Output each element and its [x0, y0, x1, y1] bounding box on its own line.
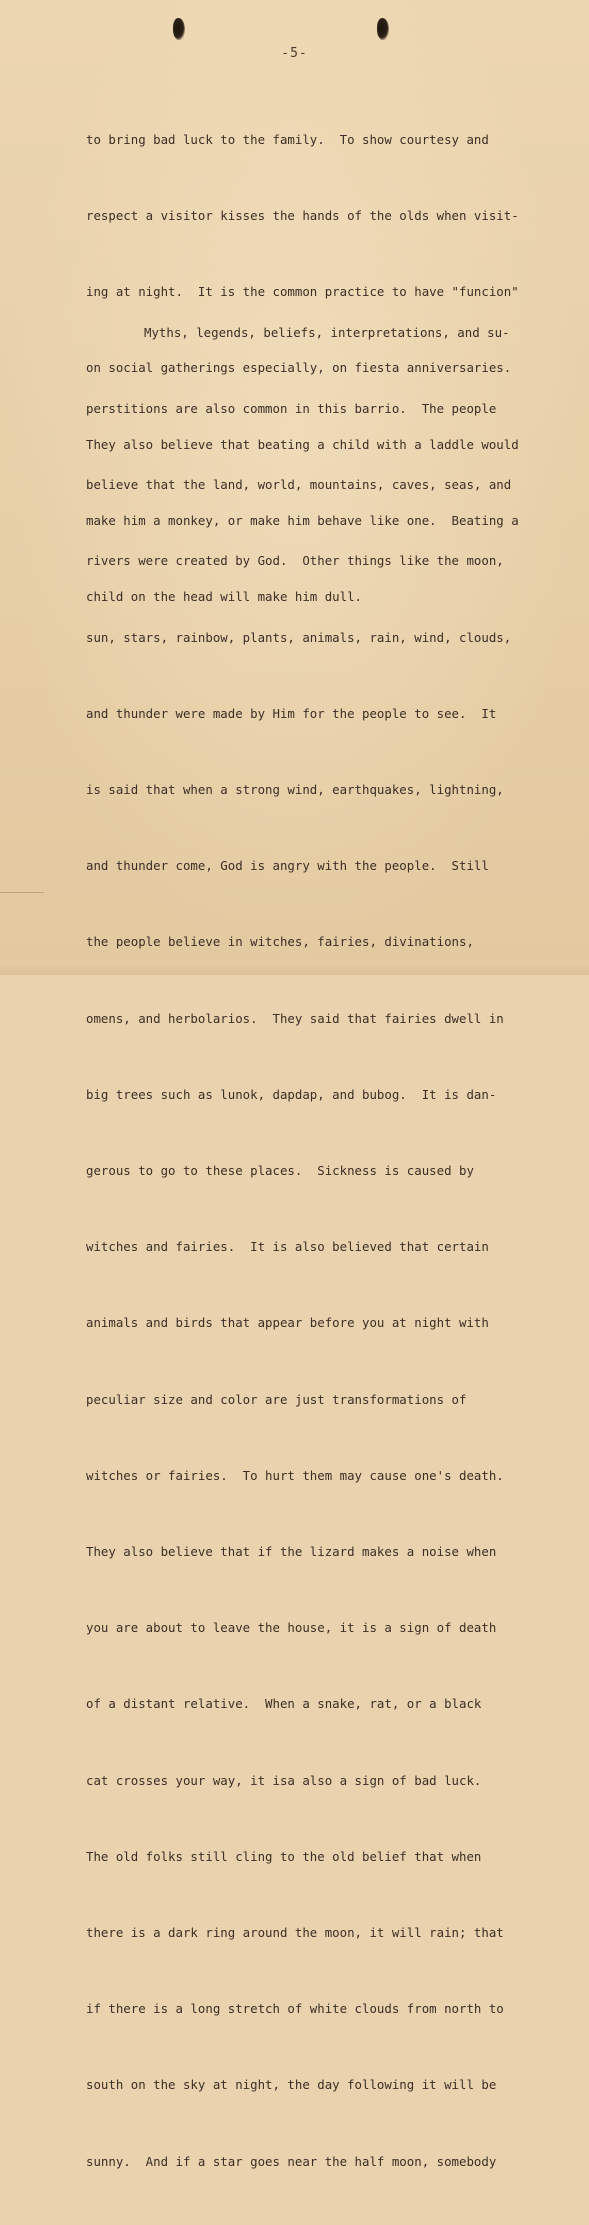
text-line: sunny. And if a star goes near the half moon, somebody: [86, 2153, 497, 2169]
text-line: to bring bad luck to the family. To show courtesy and: [86, 131, 489, 147]
text-line: child on the head will make him dull.: [86, 589, 363, 605]
punch-hole-right: [377, 18, 389, 40]
text-line: animals and birds that appear before you at night with: [86, 1315, 489, 1331]
text-line: omens, and herbolarios. They said that fairies dwell in: [86, 1010, 504, 1026]
text-line: witches or fairies. To hurt them may cause one's death.: [86, 1467, 504, 1483]
page-number: -5-: [281, 46, 308, 61]
text-line: believe that the land, world, mountains, caves, seas, and: [86, 477, 512, 493]
text-line: respect a visitor kisses the hands of the olds when visit-: [86, 208, 519, 224]
text-line: gerous to go to these places. Sickness is caused by: [86, 1163, 474, 1179]
text-line: They also believe that if the lizard makes a noise when: [86, 1544, 497, 1560]
punch-hole-left: [173, 18, 185, 40]
page-bottom-edge: [0, 962, 589, 975]
text-line: you are about to leave the house, it is a sign of death: [86, 1620, 497, 1636]
text-line: The old folks still cling to the old belief that when: [86, 1848, 482, 1864]
text-line: big trees such as lunok, dapdap, and bubog. It is dan-: [86, 1086, 497, 1102]
text-line: if there is a long stretch of white clouds from north to: [86, 2001, 504, 2017]
text-line: and thunder come, God is angry with the people. Still: [86, 858, 489, 874]
text-line: sun, stars, rainbow, plants, animals, rain, wind, clouds,: [86, 629, 512, 645]
text-line: ing at night. It is the common practice to have "funcion": [86, 284, 519, 300]
text-line: witches and fairies. It is also believed that certain: [86, 1239, 489, 1255]
text-line: on social gatherings especially, on fiesta anniversaries.: [86, 360, 512, 376]
text-line: is said that when a strong wind, earthquakes, lightning,: [86, 782, 504, 798]
margin-mark: [0, 892, 44, 893]
text-line: They also believe that beating a child with a laddle would: [86, 436, 519, 452]
text-line: perstitions are also common in this barrio. The people: [86, 401, 497, 417]
text-line: and thunder were made by Him for the people to see. It: [86, 705, 497, 721]
text-line: the people believe in witches, fairies, divinations,: [86, 934, 474, 950]
text-line: Myths, legends, beliefs, interpretations, and su-: [144, 324, 510, 340]
text-line: peculiar size and color are just transformations of: [86, 1391, 467, 1407]
text-line: make him a monkey, or make him behave like one. Beating a: [86, 512, 519, 528]
text-line: south on the sky at night, the day following it will be: [86, 2077, 497, 2093]
text-line: cat crosses your way, it isa also a sign of bad luck.: [86, 1772, 482, 1788]
text-line: there is a dark ring around the moon, it will rain; that: [86, 1925, 504, 1941]
text-line: rivers were created by God. Other things like the moon,: [86, 553, 504, 569]
paragraph-2: [86, 269, 526, 2225]
text-line: of a distant relative. When a snake, rat, or a black: [86, 1696, 482, 1712]
